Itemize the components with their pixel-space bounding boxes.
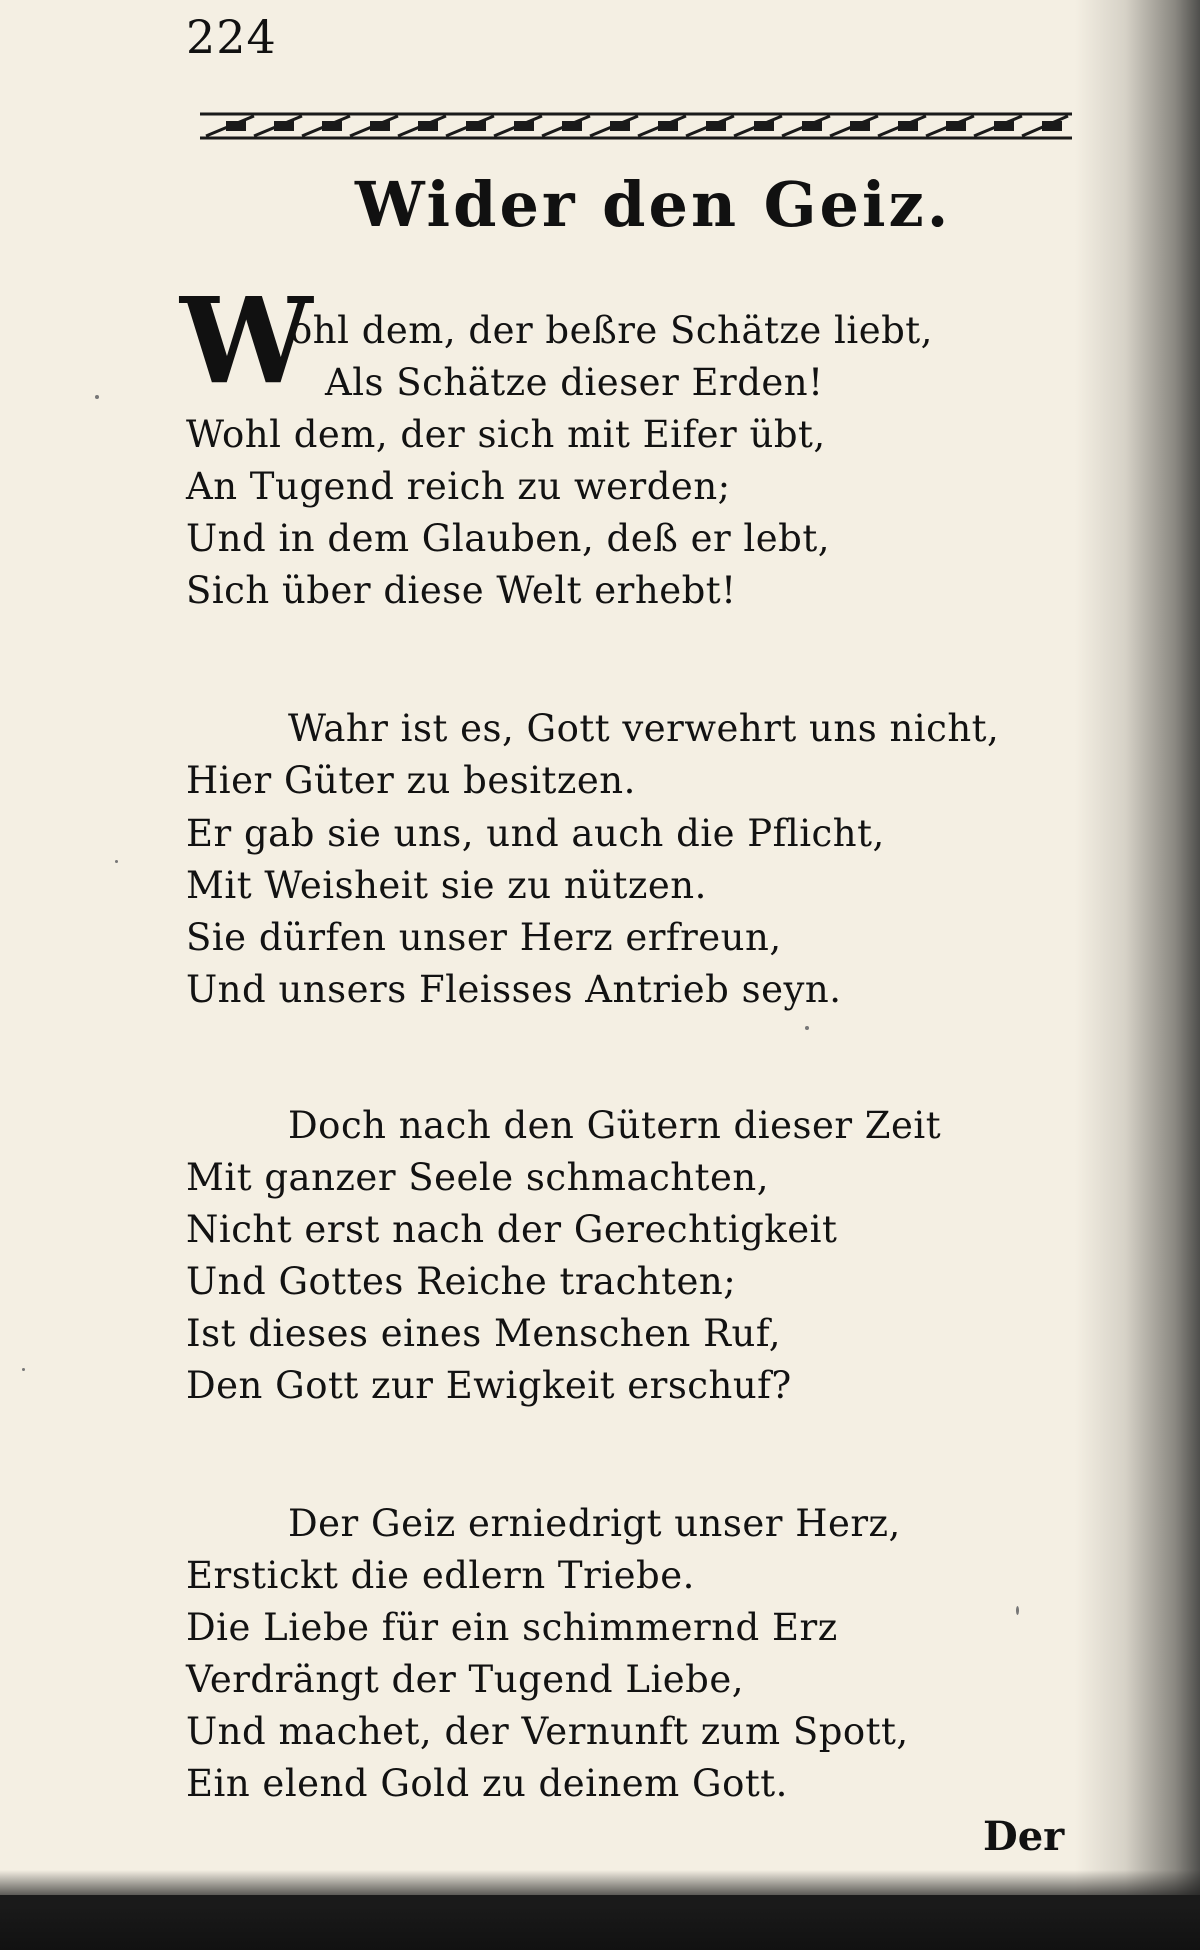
drop-cap: W: [180, 271, 313, 410]
verse-line: Ist dieses eines Menschen Ruf,: [186, 1312, 781, 1355]
verse-line: Verdrängt der Tugend Liebe,: [186, 1658, 745, 1701]
page-gutter-shadow: [1075, 0, 1200, 1895]
verse-line: Der Geiz erniedrigt unser Herz,: [288, 1502, 901, 1545]
verse-line: Er gab sie uns, und auch die Pflicht,: [186, 812, 885, 855]
paper-speck: [95, 395, 99, 399]
ornamental-rule: [196, 106, 1076, 146]
paper-speck: [1016, 1606, 1019, 1615]
verse-line: Sie dürfen unser Herz erfreun,: [186, 916, 782, 959]
verse-line: Und unsers Fleisses Antrieb seyn.: [186, 968, 842, 1011]
verse-line: Doch nach den Gütern dieser Zeit: [288, 1104, 942, 1147]
verse-line: Sich über diese Welt erhebt!: [186, 569, 737, 612]
verse-line: Als Schätze dieser Erden!: [325, 361, 824, 404]
verse-line: Ein elend Gold zu deinem Gott.: [186, 1762, 788, 1805]
poem-title: Wider den Geiz.: [355, 168, 952, 241]
catchword: Der: [983, 1813, 1065, 1860]
paper-speck: [22, 1368, 25, 1371]
verse-line: Hier Güter zu besitzen.: [186, 759, 636, 802]
page-number: 224: [186, 10, 277, 64]
page-edge-shadow: [0, 1870, 1200, 1950]
paper-speck: [805, 1026, 809, 1030]
verse-line: Und machet, der Vernunft zum Spott,: [186, 1710, 909, 1753]
verse-line: An Tugend reich zu werden;: [186, 465, 731, 508]
verse-line: Nicht erst nach der Gerechtigkeit: [186, 1208, 838, 1251]
verse-line: ohl dem, der beßre Schätze liebt,: [290, 309, 933, 352]
paper-speck: [115, 860, 118, 863]
verse-line: Die Liebe für ein schimmernd Erz: [186, 1606, 838, 1649]
verse-line: Und Gottes Reiche trachten;: [186, 1260, 737, 1303]
verse-line: Den Gott zur Ewigkeit erschuf?: [186, 1364, 792, 1407]
verse-line: Und in dem Glauben, deß er lebt,: [186, 517, 830, 560]
verse-line: Mit Weisheit sie zu nützen.: [186, 864, 707, 907]
verse-line: Erstickt die edlern Triebe.: [186, 1554, 695, 1597]
verse-line: Wohl dem, der sich mit Eifer übt,: [186, 413, 826, 456]
verse-line: Wahr ist es, Gott verwehrt uns nicht,: [288, 707, 1000, 750]
verse-line: Mit ganzer Seele schmachten,: [186, 1156, 769, 1199]
